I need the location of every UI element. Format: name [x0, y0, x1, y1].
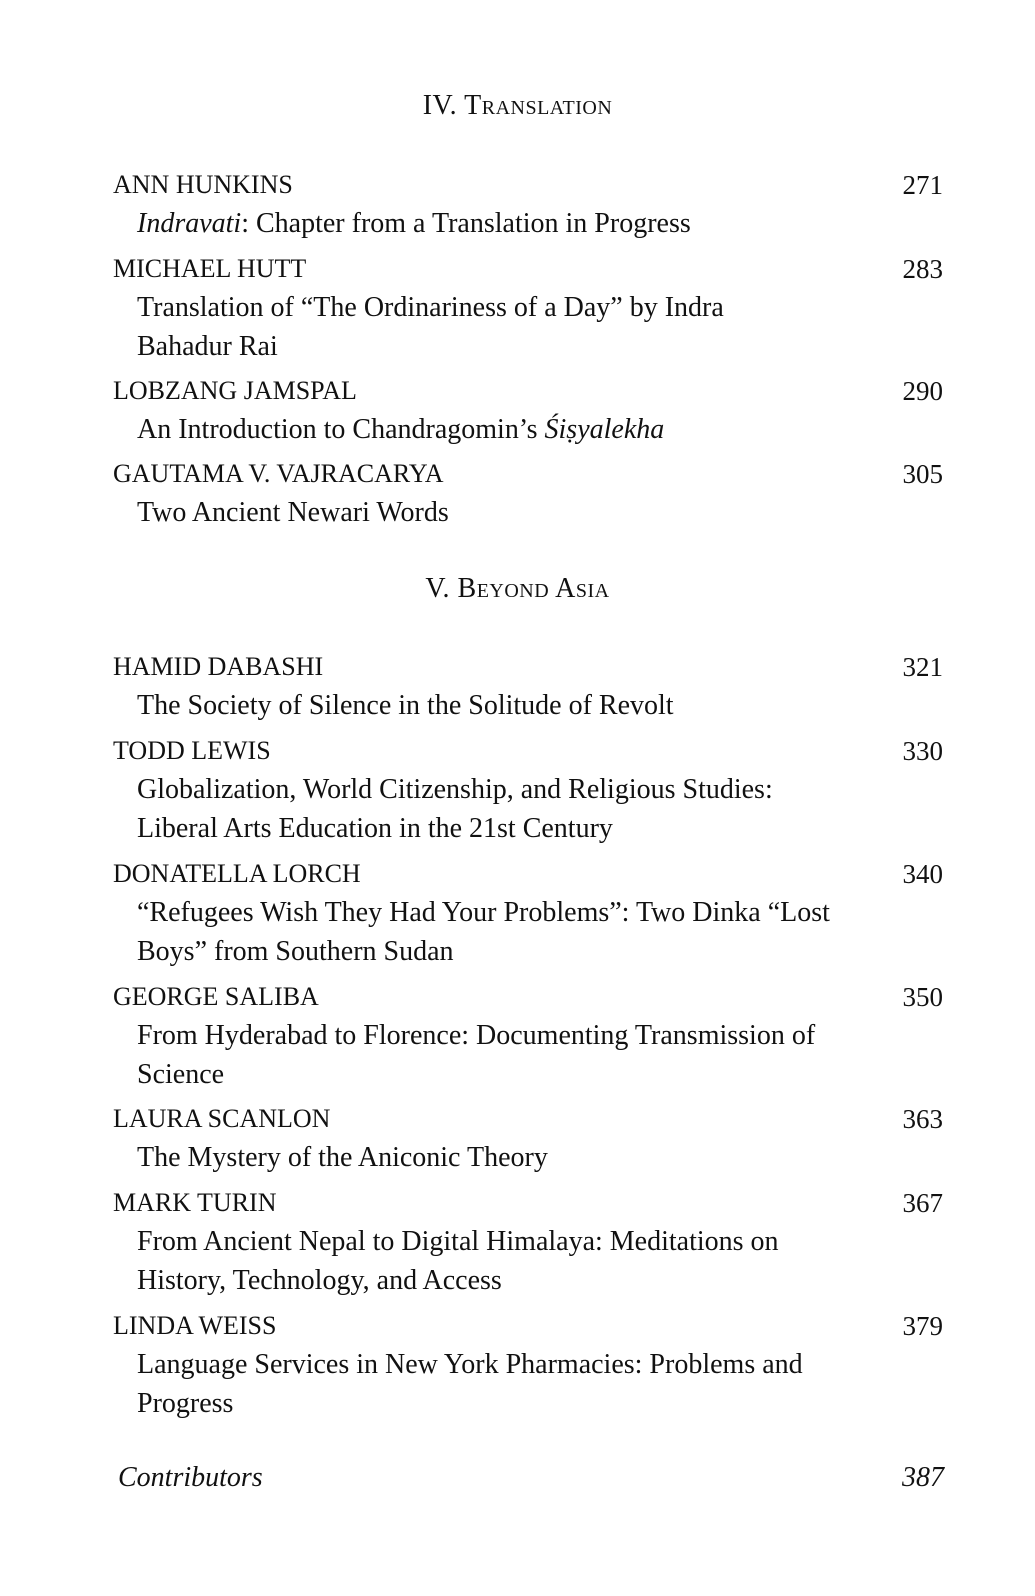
- entry-title: “Refugees Wish They Had Your Problems”: Two Dinka “Lost Boys” from Southern Sudan: [137, 897, 830, 967]
- entry-title: [113, 410, 857, 449]
- entry-page-number: 321: [902, 652, 943, 682]
- entry-page-number: 363: [902, 1104, 943, 1134]
- entry-title-italic: Indravati: [137, 208, 242, 239]
- contributors-entry: [118, 1458, 944, 1498]
- contributors-label: Contributors: [118, 1462, 263, 1493]
- entry-page-number: 271: [902, 170, 943, 200]
- toc-entry: [113, 1307, 943, 1423]
- entry-title: The Mystery of the Aniconic Theory: [137, 1142, 548, 1173]
- entry-author: LINDA WEISS: [113, 1311, 277, 1340]
- section-heading-translation: IV. Translation: [422, 90, 613, 121]
- entry-page-number: 340: [902, 859, 943, 889]
- entry-author: ANN HUNKINS: [113, 170, 293, 199]
- contributors-page-number: 387: [902, 1462, 944, 1493]
- entry-author: MICHAEL HUTT: [113, 254, 307, 283]
- entry-title-italic: Śiṣyalekha: [544, 414, 665, 445]
- entry-author: LOBZANG JAMSPAL: [113, 376, 357, 405]
- toc-entry: [113, 250, 943, 366]
- entry-page-number: 379: [902, 1311, 943, 1341]
- entry-page-number: 290: [902, 376, 943, 406]
- entry-author: LAURA SCANLON: [113, 1104, 331, 1133]
- entry-page-number: 367: [902, 1188, 943, 1218]
- toc-entry: [113, 648, 943, 725]
- entry-title-rest: : Chapter from a Translation in Progress: [241, 208, 691, 239]
- entry-title: Globalization, World Citizenship, and Religious Studies: Liberal Arts Education in the 21st Century: [137, 774, 773, 844]
- toc-entry: [113, 372, 943, 449]
- entry-author: TODD LEWIS: [113, 736, 271, 765]
- entry-page-number: 305: [902, 459, 943, 489]
- toc-entry: [113, 855, 943, 971]
- toc-entry: [113, 732, 943, 848]
- entry-title: Translation of “The Ordinariness of a Day” by Indra Bahadur Rai: [137, 292, 724, 362]
- entry-author: GAUTAMA V. VAJRACARYA: [113, 459, 444, 488]
- section-heading-beyond-asia: V. Beyond Asia: [425, 573, 610, 604]
- entry-title: From Hyderabad to Florence: Documenting Transmission of Science: [137, 1020, 816, 1090]
- entry-author: HAMID DABASHI: [113, 652, 324, 681]
- entry-title: The Society of Silence in the Solitude of Revolt: [137, 690, 674, 721]
- toc-entry: [113, 1100, 943, 1177]
- entry-author: MARK TURIN: [113, 1188, 277, 1217]
- entry-title: Language Services in New York Pharmacies: Problems and Progress: [137, 1349, 803, 1419]
- toc-entry: [113, 166, 943, 243]
- entry-page-number: 330: [902, 736, 943, 766]
- entry-page-number: 283: [902, 254, 943, 284]
- entry-title: [113, 204, 857, 243]
- toc-entry: [113, 1184, 943, 1300]
- toc-entry: [113, 455, 943, 532]
- toc-entry: [113, 978, 943, 1094]
- entry-title: From Ancient Nepal to Digital Himalaya: Meditations on History, Technology, and Access: [137, 1226, 779, 1296]
- entry-title-plain: An Introduction to Chandragomin’s: [137, 414, 545, 445]
- entry-page-number: 350: [902, 982, 943, 1012]
- entry-title: Two Ancient Newari Words: [137, 497, 449, 528]
- entry-author: GEORGE SALIBA: [113, 982, 319, 1011]
- entry-author: DONATELLA LORCH: [113, 859, 361, 888]
